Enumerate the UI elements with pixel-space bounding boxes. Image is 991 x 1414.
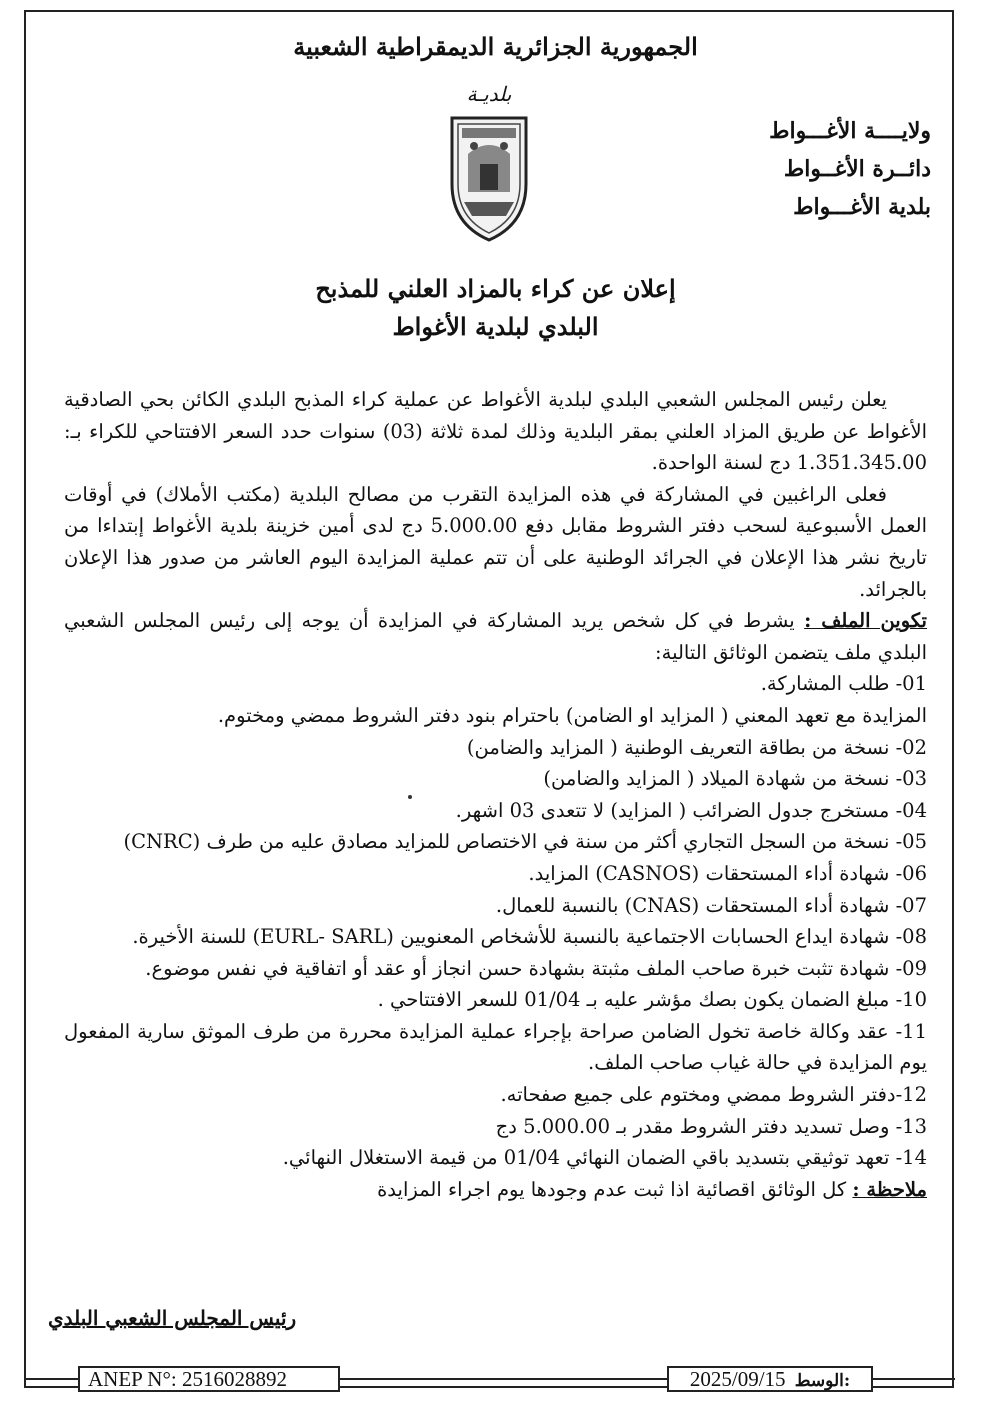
list-item: 14- تعهد توثيقي بتسديد باقي الضمان النهائي 01/04 من قيمة الاستغلال النهائي. [282, 1146, 927, 1170]
file-composition [64, 605, 927, 668]
list-item: 13- وصل تسديد دفتر الشروط مقدر بـ 5.000.00 دج [495, 1114, 927, 1138]
signature-title: رئيس المجلس الشعبي البلدي [48, 1306, 297, 1330]
note [64, 1174, 927, 1206]
municipal-emblem [434, 84, 544, 244]
anep-number: ANEP N°: 2516028892 [78, 1366, 340, 1392]
publication-stamp [667, 1366, 873, 1392]
administrative-block [631, 112, 931, 226]
announcement-title [0, 270, 991, 346]
daira-label: دائــرة الأغــواط [783, 156, 931, 182]
note-text: كل الوثائق اقصائية اذا ثبت عدم وجودها يوم اجراء المزايدة [377, 1177, 847, 1201]
note-label: ملاحظة : [852, 1177, 927, 1201]
list-item: 04- مستخرج جدول الضرائب ( المزايد) لا تتعدى 03 اشهر. [455, 798, 927, 822]
announcement-body [64, 384, 927, 1205]
list-item: 01- طلب المشاركة. [760, 672, 927, 696]
title-line-1: إعلان عن كراء بالمزاد العلني للمذبح [315, 274, 676, 303]
file-composition-label: تكوين الملف : [804, 609, 927, 633]
list-item: 05- نسخة من السجل التجاري أكثر من سنة في الاختصاص للمزايد مصادق عليه من طرف (CNRC) [123, 830, 927, 854]
list-item: 12-دفتر الشروط ممضي ومختوم على جميع صفحاته. [500, 1083, 927, 1107]
list-item: 02- نسخة من بطاقة التعريف الوطنية ( المزايد والضامن) [466, 735, 927, 759]
wilaya-label: ولايــــة الأغـــواط [769, 118, 931, 144]
paragraph-intro: يعلن رئيس المجلس الشعبي البلدي لبلدية الأغواط عن عملية كراء المذبح البلدي الكائن بحي الصادقية الأغواط عن طريق المزاد العلني بمقر البلدية وذلك لمدة ثلاثة (03) سنوات حدد السعر الافتتاحي للكراء بـ: 1.351.345.00 دج لسنة الواحدة. [64, 388, 927, 475]
commune-label: بلدية الأغـــواط [793, 194, 931, 220]
title-line-2: البلدي لبلدية الأغواط [392, 312, 599, 341]
file-composition-text: يشرط في كل شخص يريد المشاركة في المزايدة أن يوجه إلى رئيس المجلس الشعبي البلدي ملف يتضمن الوثائق التالية: [64, 609, 927, 664]
emblem-shield-icon [434, 84, 544, 244]
list-item: 07- شهادة أداء المستحقات (CNAS) بالنسبة للعمال. [495, 893, 927, 917]
country-heading: الجمهورية الجزائرية الديمقراطية الشعبية [293, 32, 698, 61]
list-item: 06- شهادة أداء المستحقات (CASNOS) المزايد. [528, 861, 927, 885]
list-item: 08- شهادة ايداع الحسابات الاجتماعية بالنسبة للأشخاص المعنويين (EURL- SARL) للسنة الأخيرة. [132, 925, 927, 949]
list-item: 11- عقد وكالة خاصة تخول الضامن صراحة بإجراء عملية المزايدة محررة من طرف الموثق سارية المفعول يوم المزايدة في حالة غياب صاحب الملف. [64, 1019, 927, 1075]
list-item: 03- نسخة من شهادة الميلاد ( المزايد والضامن) [543, 767, 927, 791]
list-item: 10- مبلغ الضمان يكون بصك مؤشر عليه بـ 01/04 للسعر الافتتاحي . [377, 988, 927, 1012]
newspaper-name: الوسط: [794, 1371, 851, 1391]
emblem-text: بلديـة [466, 82, 512, 106]
list-item: المزايدة مع تعهد المعني ( المزايد او الضامن) باحترام بنود دفتر الشروط ممضي ومختوم. [217, 703, 927, 727]
publication-date: 2025/09/15 [689, 1367, 786, 1391]
list-item: 09- شهادة تثبت خبرة صاحب الملف مثبتة بشهادة حسن انجاز أو عقد أو اتفاقية في نفس موضوع. [145, 956, 927, 980]
paragraph-participation: فعلى الراغبين في المشاركة في هذه المزايدة التقرب من مصالح البلدية (مكتب الأملاك) في أوقات العمل الأسبوعية لسحب دفتر الشروط مقابل دفع 5.000.00 دج لدى أمين خزينة بلدية الأغواط إبتداءا من تاريخ نشر هذا الإعلان في الجرائد الوطنية على أن تتم عملية المزايدة اليوم العاشر من صدور هذا الإعلان بالجرائد. [64, 482, 927, 601]
